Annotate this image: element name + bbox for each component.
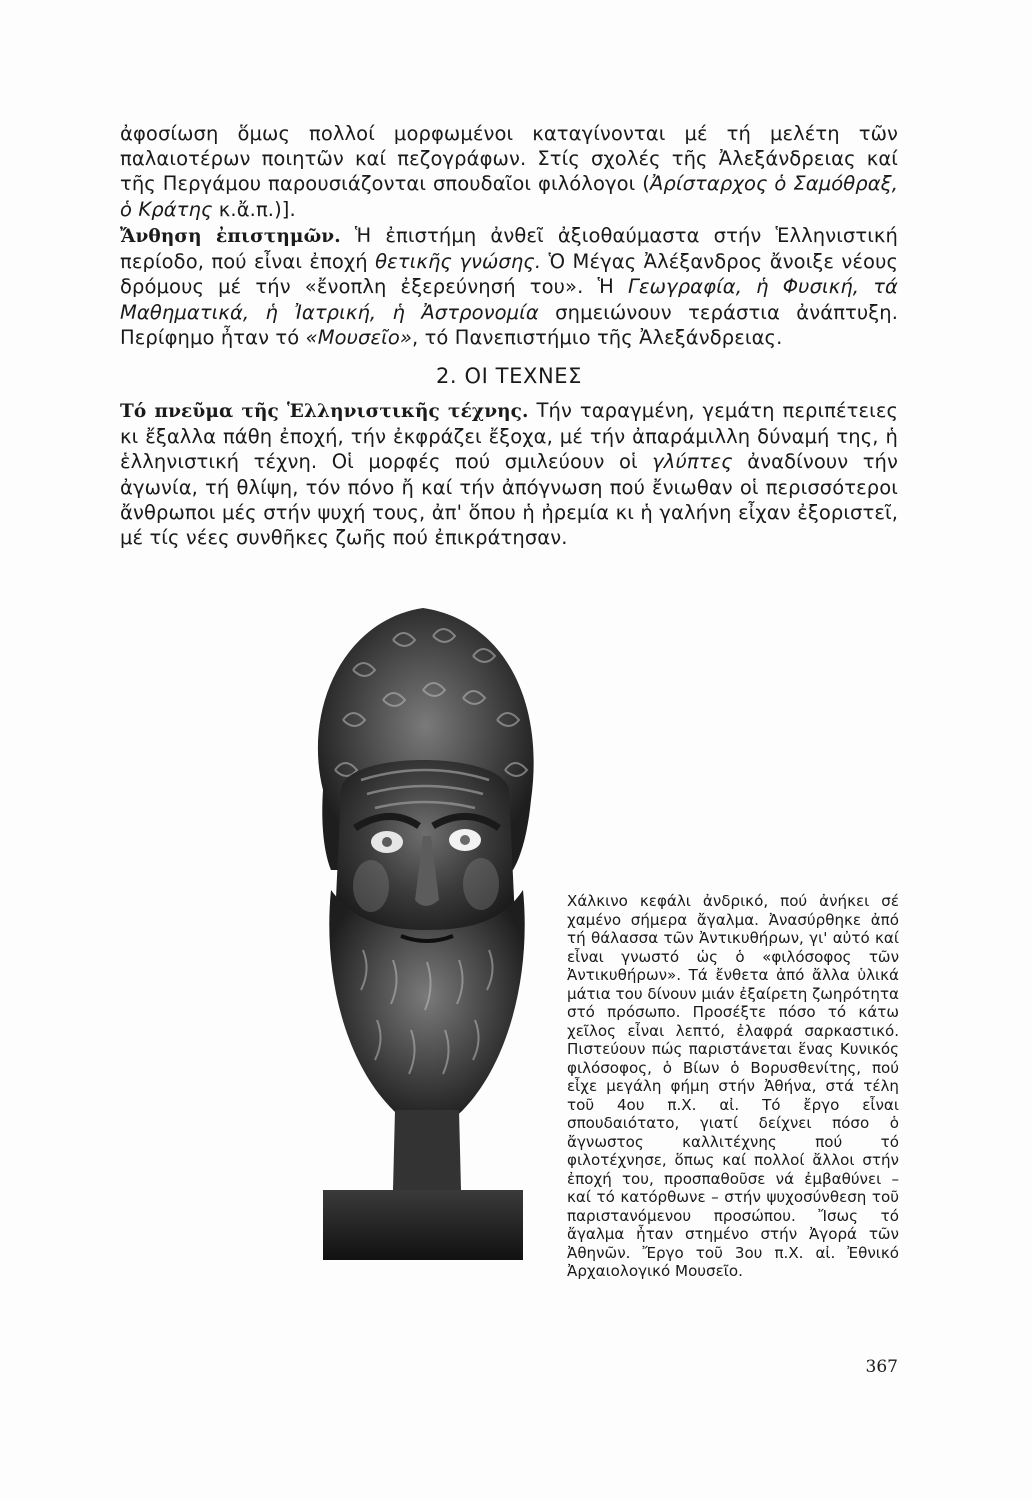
para1-italic-names: Ἀρίσταρχος ὁ Σαμόθραξ, ὁ Κράτης xyxy=(120,172,899,221)
paragraph-sciences xyxy=(120,223,898,350)
para3-bold-heading: Τό πνεῦμα τῆς Ἑλληνιστικῆς τέχνης. xyxy=(120,401,529,422)
para1-end: κ.ἄ.π.)]. xyxy=(212,197,296,221)
paragraph-scholarship xyxy=(120,121,898,222)
para2-bold-heading: Ἄνθηση ἐπιστημῶν. xyxy=(120,226,341,247)
neck xyxy=(393,1110,461,1190)
para3-italic-1: γλύπτες xyxy=(652,450,733,474)
para2-italic-3: «Μουσεῖο» xyxy=(305,325,412,349)
section-heading: 2. ΟΙ ΤΕΧΝΕΣ xyxy=(435,364,583,388)
para2-text-2: Ὁ Μέγας Ἀλέξανδρος ἄνοιξε νέους δρόμους μέ τήν «ἔνοπλη ἐξερεύνησή του». Ἡ xyxy=(120,250,898,299)
para2-italic-1: θετικῆς γνώσης. xyxy=(375,250,542,274)
page-number: 367 xyxy=(865,1357,898,1377)
para2-text-4: , τό Πανεπιστήμιο τῆς Ἀλεξάνδρειας. xyxy=(412,325,783,349)
para2-text-3: σημειώνουν τεράστια ἀνάπτυξη. Περίφημο ἦταν τό xyxy=(120,300,898,349)
para2-italic-2: Γεωγραφία, ἡ Φυσική, τά Μαθηματικά, ἡ Ἰατρική, ἡ Ἀστρονομία xyxy=(120,275,898,324)
para2-text-1: Ἡ ἐπιστήμη ἀνθεῖ ἀξιοθαύμαστα στήν Ἑλληνιστική περίοδο, πού εἶναι ἐποχή xyxy=(120,224,898,274)
para3-text-1: Τήν ταραγμένη, γεμάτη περιπέτειες κι ἔξαλλα πάθη ἐποχή, τήν ἐκφράζει ἔξοχα, μέ τήν ἀπαράμιλλη δύναμή της, ἡ ἑλληνιστική τέχνη. Οἱ μορφές πού σμιλεύουν οἱ xyxy=(120,399,898,474)
pedestal-base xyxy=(323,1190,523,1260)
paragraph-art-spirit xyxy=(120,398,898,550)
para1-text: ἀφοσίωση ὅμως πολλοί μορφωμένοι καταγίνονται μέ τή μελέτη τῶν παλαιοτέρων ποιητῶν καί πεζογράφων. Στίς σχολές τῆς Ἀλεξάνδρειας καί τῆς Περγάμου παρουσιάζονται σπουδαῖοι φιλόλογοι ( xyxy=(120,122,898,196)
bronze-head-photo xyxy=(283,590,563,1260)
figure-caption: Χάλκινο κεφάλι ἀνδρικό, πού ἀνήκει σέ χαμένο σήμερα ἄγαλμα. Ἀνασύρθηκε ἀπό τή θάλασσα τῶν Ἀντικυθήρων, γι' αὐτό καί εἶναι γνωστό ὡς ὁ «φιλόσοφος τῶν Ἀντικυθήρων». Τά ἔνθετα ἀπό ἄλλα ὑλικά μάτια του δίνουν μιάν ἐξαίρετη ζωηρότητα στό πρόσωπο. Προσέξτε πόσο τό κάτω χεῖλος εἶναι λεπτό, ἐλαφρά σαρκαστικό. Πιστεύουν πώς παριστάνεται ἕνας Κυνικός φιλόσοφος, ὁ Βίων ὁ Βορυσθενίτης, πού εἶχε μεγάλη φήμη στήν Ἀθήνα, στά τέλη τοῦ 4ου π.Χ. αἰ. Τό ἔργο εἶναι σπουδαιότατο, γιατί δείχνει πόσο ὁ ἄγνωστος καλλιτέχνης πού τό φιλοτέχνησε, ὅπως καί πολλοί ἄλλοι στήν ἐποχή του, προσπαθοῦσε νά ἐμβαθύνει – καί τό κατόρθωνε – στήν ψυχοσύνθεση τοῦ παριστανόμενου προσώπου. Ἴσως τό ἄγαλμα ἦταν στημένο στήν Ἀγορά τῶν Ἀθηνῶν. Ἔργο τοῦ 3ου π.Χ. αἰ. Ἐθνικό Ἀρχαιολογικό Μουσεῖο. xyxy=(567,892,899,1280)
philosopher-head-illustration xyxy=(283,590,563,1260)
para3-text-2: ἀναδίνουν τήν ἀγωνία, τή θλίψη, τόν πόνο ἤ καί τήν ἀπόγνωση πού ἔνιωθαν οἱ περισσότεροι ἄνθρωποι μές στήν ψυχή τους, ἀπ' ὅπου ἡ ἠρεμία κι ἡ γαλήνη εἶχαν ἐξοριστεῖ, μέ τίς νέες συνθῆκες ζωῆς πού ἐπικράτησαν. xyxy=(120,450,899,550)
